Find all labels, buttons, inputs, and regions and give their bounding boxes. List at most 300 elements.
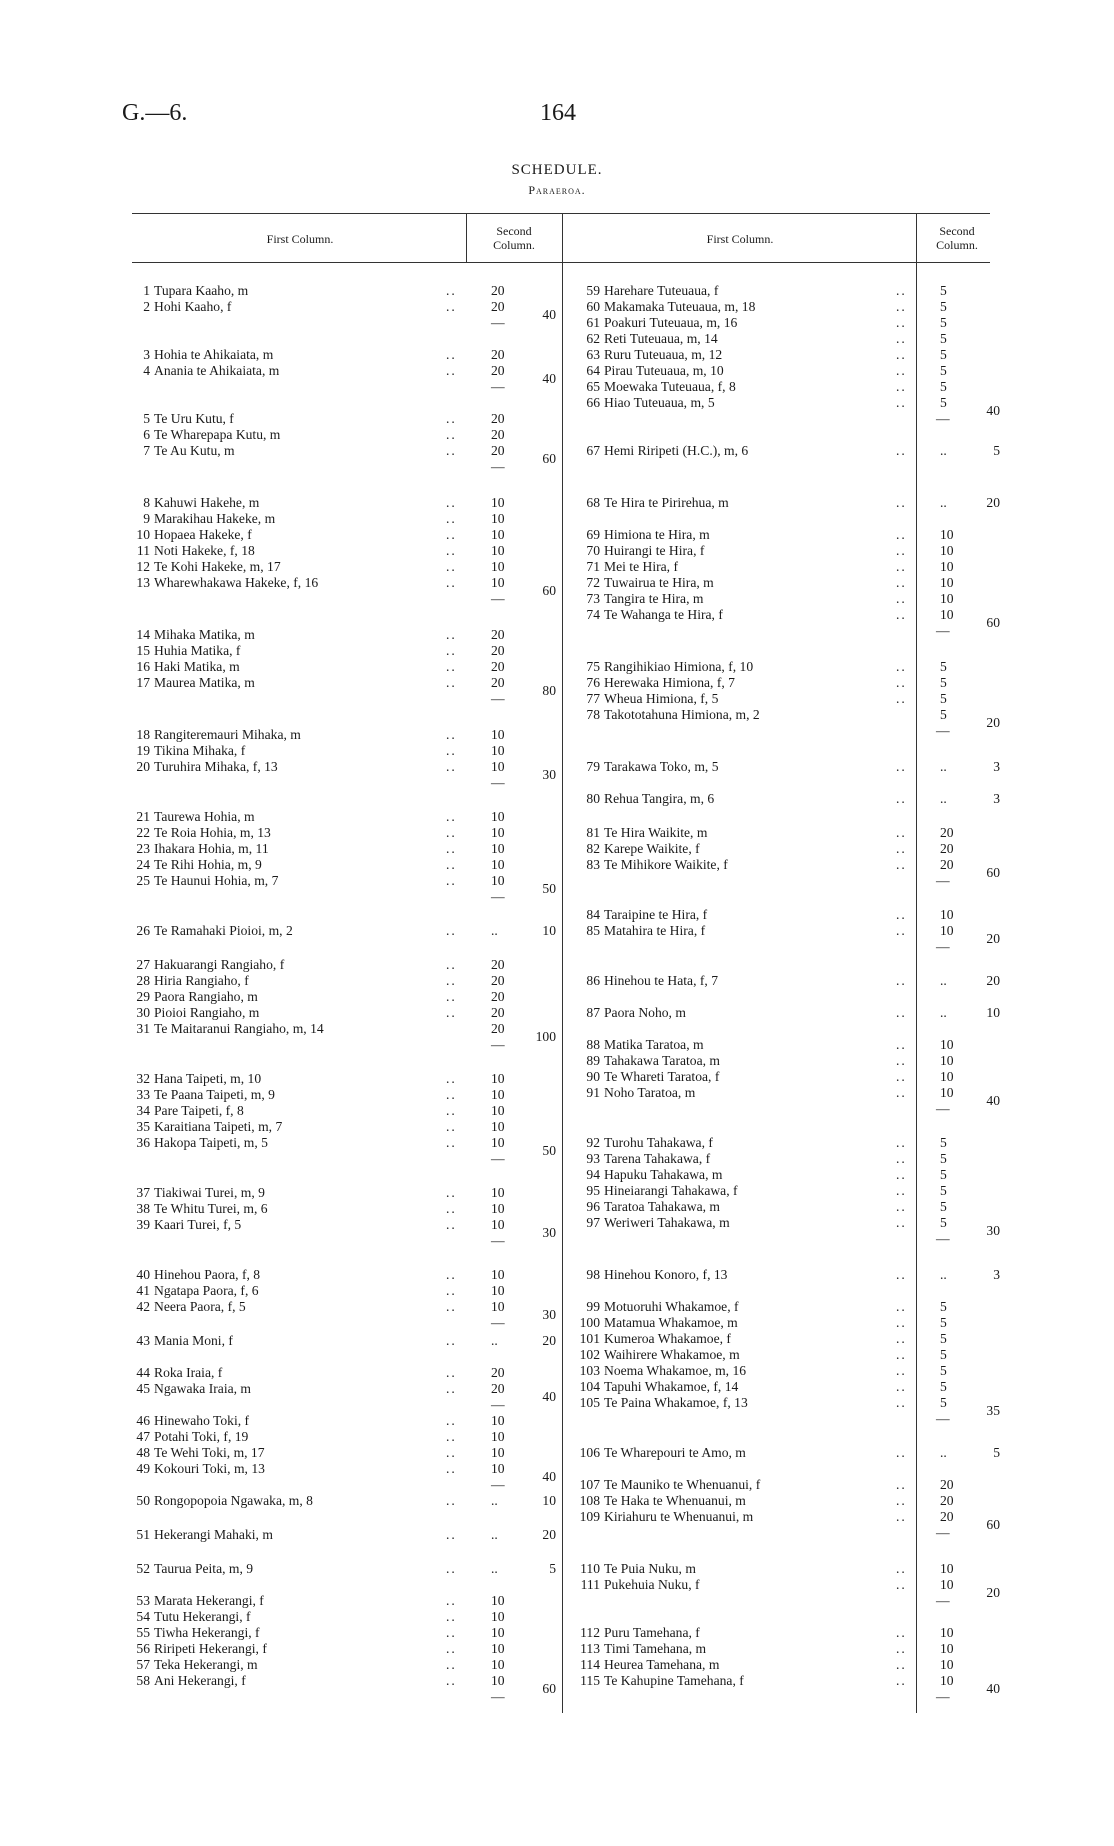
share-value: 10 (491, 1201, 505, 1216)
leader-dots: .. (446, 1413, 457, 1428)
entry-number: 16 (136, 659, 150, 674)
subtotal-value: 5 (993, 1445, 1000, 1460)
owner-name: Rongopopoia Ngawaka, m, 8 (154, 1493, 313, 1508)
leader-dots: .. (446, 841, 457, 856)
subtotal-value: 30 (542, 1307, 556, 1322)
entry-number: 63 (586, 347, 600, 362)
document-reference: G.—6. (122, 100, 188, 126)
share-value: 10 (491, 559, 505, 574)
owner-name: Takototahuna Himiona, m, 2 (604, 707, 760, 722)
owner-name: Noema Whakamoe, m, 16 (604, 1363, 747, 1378)
subtotal-dash: — (936, 1525, 950, 1540)
entry-number: 64 (586, 363, 600, 378)
owner-name: Matika Taratoa, m (604, 1037, 704, 1052)
entry-number: 70 (586, 543, 600, 558)
leader-dots: .. (896, 543, 907, 558)
share-value: .. (491, 923, 498, 938)
owner-name: Taurua Peita, m, 9 (154, 1561, 254, 1576)
entry-number: 48 (136, 1445, 150, 1460)
owner-name: Taraipine te Hira, f (604, 907, 708, 922)
leader-dots: .. (446, 659, 457, 674)
leader-dots: .. (446, 1609, 457, 1624)
entry-number: 87 (586, 1005, 600, 1020)
entry-number: 71 (586, 559, 600, 574)
entry-number: 54 (136, 1609, 150, 1624)
owner-name: Te Haka te Whenuanui, m (604, 1493, 746, 1508)
owner-name: Marata Hekerangi, f (154, 1593, 264, 1608)
entry-number: 68 (586, 495, 600, 510)
share-value: 10 (491, 1609, 505, 1624)
entry-number: 52 (136, 1561, 150, 1576)
share-value: 20 (491, 363, 505, 378)
entry-number: 103 (579, 1363, 600, 1378)
leader-dots: .. (896, 1135, 907, 1150)
leader-dots: .. (446, 1119, 457, 1134)
leader-dots: .. (896, 1625, 907, 1640)
share-value: .. (940, 495, 947, 510)
entry-number: 67 (586, 443, 600, 458)
owner-name: Riripeti Hekerangi, f (154, 1641, 267, 1656)
left-divider-2 (562, 213, 563, 1713)
leader-dots: .. (446, 1493, 457, 1508)
subtotal-dash: — (936, 1411, 950, 1426)
owner-name: Te Uru Kutu, f (154, 411, 234, 426)
leader-dots: .. (446, 1087, 457, 1102)
share-value: 10 (491, 873, 505, 888)
entry-number: 40 (136, 1267, 150, 1282)
leader-dots: .. (896, 283, 907, 298)
owner-name: Tarakawa Toko, m, 5 (604, 759, 719, 774)
share-value: 10 (491, 809, 505, 824)
leader-dots: .. (446, 1673, 457, 1688)
subtotal-dash: — (491, 889, 505, 904)
subtotal-value: 10 (542, 923, 556, 938)
owner-name: Timi Tamehana, m (604, 1641, 707, 1656)
leader-dots: .. (446, 1071, 457, 1086)
owner-name: Te Haunui Hohia, m, 7 (154, 873, 279, 888)
share-value: 10 (940, 1037, 954, 1052)
share-value: 10 (940, 1069, 954, 1084)
entry-number: 72 (586, 575, 600, 590)
entry-number: 10 (136, 527, 150, 542)
leader-dots: .. (446, 575, 457, 590)
leader-dots: .. (896, 1477, 907, 1492)
leader-dots: .. (446, 283, 457, 298)
leader-dots: .. (446, 1299, 457, 1314)
entry-number: 2 (143, 299, 150, 314)
entry-number: 89 (586, 1053, 600, 1068)
entry-number: 36 (136, 1135, 150, 1150)
owner-name: Turohu Tahakawa, f (604, 1135, 713, 1150)
owner-name: Tikina Mihaka, f (154, 743, 246, 758)
entry-number: 20 (136, 759, 150, 774)
subtotal-value: 30 (986, 1223, 1000, 1238)
owner-name: Ruru Tuteuaua, m, 12 (604, 347, 723, 362)
leader-dots: .. (896, 331, 907, 346)
left-second-column-label: Second Column. (493, 224, 535, 252)
share-value: 5 (940, 315, 947, 330)
leader-dots: .. (446, 1103, 457, 1118)
owner-name: Hapuku Tahakawa, m (604, 1167, 723, 1182)
subtotal-dash: — (936, 1231, 950, 1246)
entry-number: 38 (136, 1201, 150, 1216)
share-value: .. (940, 791, 947, 806)
share-value: 20 (491, 299, 505, 314)
owner-name: Tangira te Hira, m (604, 591, 704, 606)
owner-name: Paora Noho, m (604, 1005, 686, 1020)
entry-number: 34 (136, 1103, 150, 1118)
entry-number: 11 (136, 543, 150, 558)
owner-name: Matahira te Hira, f (604, 923, 706, 938)
owner-name: Tiwha Hekerangi, f (154, 1625, 260, 1640)
leader-dots: .. (896, 1053, 907, 1068)
leader-dots: .. (896, 1673, 907, 1688)
leader-dots: .. (896, 299, 907, 314)
leader-dots: .. (896, 1493, 907, 1508)
entry-number: 25 (136, 873, 150, 888)
share-value: 5 (940, 347, 947, 362)
leader-dots: .. (896, 1037, 907, 1052)
subtotal-value: 60 (986, 865, 1000, 880)
entry-number: 69 (586, 527, 600, 542)
entry-number: 97 (586, 1215, 600, 1230)
subtotal-dash: — (936, 723, 950, 738)
share-value: 20 (940, 825, 954, 840)
entry-number: 14 (136, 627, 150, 642)
share-value: 10 (491, 1461, 505, 1476)
entry-number: 58 (136, 1673, 150, 1688)
leader-dots: .. (446, 1461, 457, 1476)
entry-number: 82 (586, 841, 600, 856)
subtotal-dash: — (491, 775, 505, 790)
entry-number: 96 (586, 1199, 600, 1214)
entry-number: 83 (586, 857, 600, 872)
subtotal-value: 20 (986, 931, 1000, 946)
share-value: .. (491, 1561, 498, 1576)
owner-name: Hakuarangi Rangiaho, f (154, 957, 285, 972)
leader-dots: .. (446, 759, 457, 774)
entry-number: 77 (586, 691, 600, 706)
owner-name: Mihaka Matika, m (154, 627, 255, 642)
entry-number: 109 (579, 1509, 600, 1524)
leader-dots: .. (446, 675, 457, 690)
share-value: 20 (940, 1509, 954, 1524)
owner-name: Te Rihi Hohia, m, 9 (154, 857, 262, 872)
leader-dots: .. (896, 907, 907, 922)
entry-number: 46 (136, 1413, 150, 1428)
leader-dots: .. (446, 627, 457, 642)
leader-dots: .. (446, 643, 457, 658)
owner-name: Huhia Matika, f (154, 643, 241, 658)
owner-name: Pioioi Rangiaho, m (154, 1005, 260, 1020)
entry-number: 43 (136, 1333, 150, 1348)
subtotal-dash: — (936, 411, 950, 426)
leader-dots: .. (446, 1267, 457, 1282)
subtotal-dash: — (491, 1689, 505, 1704)
leader-dots: .. (446, 1333, 457, 1348)
leader-dots: .. (896, 1167, 907, 1182)
owner-name: Hinehou te Hata, f, 7 (604, 973, 719, 988)
entry-number: 65 (586, 379, 600, 394)
share-value: 10 (491, 1217, 505, 1232)
share-value: 10 (491, 1119, 505, 1134)
share-value: 10 (491, 575, 505, 590)
share-value: 10 (940, 527, 954, 542)
right-second-column-label: Second Column. (936, 224, 978, 252)
owner-name: Te Mauniko te Whenuanui, f (604, 1477, 761, 1492)
share-value: 5 (940, 331, 947, 346)
leader-dots: .. (896, 575, 907, 590)
leader-dots: .. (896, 591, 907, 606)
subtotal-dash: — (936, 623, 950, 638)
entry-number: 76 (586, 675, 600, 690)
owner-name: Hineiarangi Tahakawa, f (604, 1183, 738, 1198)
subtotal-dash: — (491, 691, 505, 706)
entry-number: 35 (136, 1119, 150, 1134)
owner-name: Reti Tuteuaua, m, 14 (604, 331, 718, 346)
share-value: 10 (940, 907, 954, 922)
subtotal-value: 3 (993, 1267, 1000, 1282)
entry-number: 17 (136, 675, 150, 690)
share-value: 5 (940, 1167, 947, 1182)
subtotal-dash: — (936, 1593, 950, 1608)
share-value: .. (491, 1333, 498, 1348)
share-value: 10 (491, 1673, 505, 1688)
subtotal-dash: — (491, 379, 505, 394)
entry-number: 21 (136, 809, 150, 824)
owner-name: Mei te Hira, f (604, 559, 678, 574)
leader-dots: .. (896, 1085, 907, 1100)
entry-number: 114 (580, 1657, 600, 1672)
share-value: 10 (491, 1625, 505, 1640)
owner-name: Hohia te Ahikaiata, m (154, 347, 274, 362)
owner-name: Anania te Ahikaiata, m (154, 363, 280, 378)
entry-number: 105 (579, 1395, 600, 1410)
owner-name: Puru Tamehana, f (604, 1625, 700, 1640)
entry-number: 75 (586, 659, 600, 674)
owner-name: Kokouri Toki, m, 13 (154, 1461, 265, 1476)
entry-number: 39 (136, 1217, 150, 1232)
share-value: 20 (491, 989, 505, 1004)
share-value: 20 (491, 411, 505, 426)
leader-dots: .. (896, 527, 907, 542)
share-value: 5 (940, 1347, 947, 1362)
share-value: 5 (940, 299, 947, 314)
entry-number: 44 (136, 1365, 150, 1380)
owner-name: Te Wehi Toki, m, 17 (154, 1445, 265, 1460)
entry-number: 53 (136, 1593, 150, 1608)
leader-dots: .. (896, 1069, 907, 1084)
share-value: 5 (940, 691, 947, 706)
entry-number: 9 (143, 511, 150, 526)
owner-name: Rangiteremauri Mihaka, m (154, 727, 301, 742)
entry-number: 80 (586, 791, 600, 806)
owner-name: Hakopa Taipeti, m, 5 (154, 1135, 268, 1150)
entry-number: 106 (579, 1445, 600, 1460)
owner-name: Waihirere Whakamoe, m (604, 1347, 740, 1362)
subtotal-value: 30 (542, 1225, 556, 1240)
page-number: 164 (540, 100, 576, 126)
entry-number: 101 (579, 1331, 600, 1346)
header-bottom-rule (132, 262, 990, 263)
owner-name: Noho Taratoa, m (604, 1085, 696, 1100)
leader-dots: .. (896, 675, 907, 690)
subtotal-value: 40 (986, 403, 1000, 418)
subtotal-value: 20 (542, 1333, 556, 1348)
subtotal-value: 60 (542, 1681, 556, 1696)
leader-dots: .. (896, 1151, 907, 1166)
share-value: 10 (491, 759, 505, 774)
entry-number: 50 (136, 1493, 150, 1508)
right-divider-1 (916, 213, 917, 1713)
leader-dots: .. (446, 1135, 457, 1150)
leader-dots: .. (896, 1577, 907, 1592)
share-value: 10 (491, 543, 505, 558)
leader-dots: .. (896, 607, 907, 622)
leader-dots: .. (446, 1201, 457, 1216)
subtotal-value: 40 (542, 1389, 556, 1404)
owner-name: Taurewa Hohia, m (154, 809, 255, 824)
owner-name: Weriweri Tahakawa, m (604, 1215, 730, 1230)
leader-dots: .. (446, 727, 457, 742)
share-value: 5 (940, 395, 947, 410)
subtotal-dash: — (936, 1689, 950, 1704)
owner-name: Turuhira Mihaka, f, 13 (154, 759, 278, 774)
left-divider-1 (466, 213, 467, 263)
leader-dots: .. (446, 1641, 457, 1656)
leader-dots: .. (896, 973, 907, 988)
share-value: .. (940, 973, 947, 988)
entry-number: 92 (586, 1135, 600, 1150)
share-value: 10 (491, 841, 505, 856)
entry-number: 15 (136, 643, 150, 658)
owner-name: Ngatapa Paora, f, 6 (154, 1283, 259, 1298)
block-name: Paraeroa. (528, 183, 586, 197)
share-value: .. (940, 1267, 947, 1282)
share-value: 20 (940, 1477, 954, 1492)
entry-number: 93 (586, 1151, 600, 1166)
share-value: 20 (491, 659, 505, 674)
subtotal-value: 60 (542, 451, 556, 466)
leader-dots: .. (896, 659, 907, 674)
entry-number: 18 (136, 727, 150, 742)
entry-number: 30 (136, 1005, 150, 1020)
entry-number: 86 (586, 973, 600, 988)
owner-name: Roka Iraia, f (154, 1365, 223, 1380)
owner-name: Heurea Tamehana, m (604, 1657, 720, 1672)
entry-number: 91 (586, 1085, 600, 1100)
leader-dots: .. (446, 1381, 457, 1396)
owner-name: Te Ramahaki Pioioi, m, 2 (154, 923, 293, 938)
share-value: 10 (940, 1085, 954, 1100)
subtotal-value: 80 (542, 683, 556, 698)
share-value: 20 (491, 283, 505, 298)
owner-name: Kiriahuru te Whenuanui, m (604, 1509, 754, 1524)
entry-number: 8 (143, 495, 150, 510)
leader-dots: .. (896, 347, 907, 362)
entry-number: 73 (586, 591, 600, 606)
entry-number: 74 (586, 607, 600, 622)
entry-number: 6 (143, 427, 150, 442)
entry-number: 108 (579, 1493, 600, 1508)
subtotal-dash: — (491, 1397, 505, 1412)
subtotal-value: 5 (993, 443, 1000, 458)
subtotal-value: 3 (993, 791, 1000, 806)
owner-name: Wharewhakawa Hakeke, f, 16 (154, 575, 319, 590)
owner-name: Herewaka Himiona, f, 7 (604, 675, 735, 690)
share-value: 10 (491, 1283, 505, 1298)
owner-name: Te Hira te Pirirehua, m (604, 495, 729, 510)
share-value: 20 (491, 1381, 505, 1396)
owner-name: Karaitiana Taipeti, m, 7 (154, 1119, 283, 1134)
subtotal-dash: — (491, 1037, 505, 1052)
entry-number: 62 (586, 331, 600, 346)
share-value: 10 (491, 1267, 505, 1282)
owner-name: Te Puia Nuku, m (604, 1561, 696, 1576)
leader-dots: .. (446, 1561, 457, 1576)
owner-name: Hopaea Hakeke, f (154, 527, 252, 542)
owner-name: Karepe Waikite, f (604, 841, 700, 856)
entry-number: 66 (586, 395, 600, 410)
subtotal-value: 40 (986, 1681, 1000, 1696)
entry-number: 79 (586, 759, 600, 774)
owner-name: Maurea Matika, m (154, 675, 255, 690)
leader-dots: .. (896, 443, 907, 458)
leader-dots: .. (896, 379, 907, 394)
share-value: .. (940, 443, 947, 458)
owner-name: Rangihikiao Himiona, f, 10 (604, 659, 754, 674)
leader-dots: .. (896, 1509, 907, 1524)
leader-dots: .. (446, 973, 457, 988)
share-value: 10 (491, 527, 505, 542)
share-value: 20 (940, 1493, 954, 1508)
share-value: 10 (491, 857, 505, 872)
share-value: 5 (940, 1199, 947, 1214)
share-value: 5 (940, 1363, 947, 1378)
entry-number: 55 (136, 1625, 150, 1640)
share-value: 5 (940, 1299, 947, 1314)
leader-dots: .. (446, 743, 457, 758)
leader-dots: .. (446, 957, 457, 972)
owner-name: Haki Matika, m (154, 659, 240, 674)
share-value: 10 (491, 825, 505, 840)
leader-dots: .. (446, 989, 457, 1004)
owner-name: Pirau Tuteuaua, m, 10 (604, 363, 724, 378)
leader-dots: .. (896, 1657, 907, 1672)
share-value: 5 (940, 1151, 947, 1166)
entry-number: 41 (136, 1283, 150, 1298)
entry-number: 88 (586, 1037, 600, 1052)
subtotal-value: 40 (986, 1093, 1000, 1108)
share-value: 5 (940, 1379, 947, 1394)
share-value: 5 (940, 1331, 947, 1346)
leader-dots: .. (446, 857, 457, 872)
entry-number: 33 (136, 1087, 150, 1102)
entry-number: 95 (586, 1183, 600, 1198)
owner-name: Te Hira Waikite, m (604, 825, 708, 840)
share-value: 10 (940, 1577, 954, 1592)
share-value: 10 (491, 1429, 505, 1444)
leader-dots: .. (896, 395, 907, 410)
share-value: 10 (940, 607, 954, 622)
owner-name: Harehare Tuteuaua, f (604, 283, 719, 298)
owner-name: Ihakara Hohia, m, 11 (154, 841, 269, 856)
entry-number: 90 (586, 1069, 600, 1084)
subtotal-dash: — (491, 591, 505, 606)
leader-dots: .. (896, 791, 907, 806)
share-value: 10 (940, 1053, 954, 1068)
share-value: 10 (491, 1641, 505, 1656)
